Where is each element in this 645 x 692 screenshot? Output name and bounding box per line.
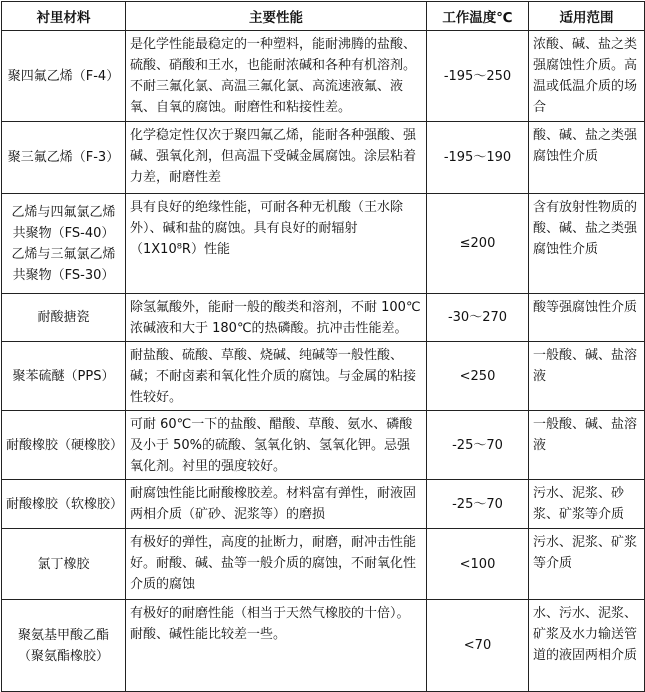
material-name: 聚四氟乙烯（F-4） [7, 68, 120, 84]
temperature-cell: -25～70 [427, 411, 529, 480]
temperature-cell: -195～190 [427, 122, 529, 194]
material-name: 乙烯与三氟氯乙烯 [11, 246, 116, 262]
scope-cell: 酸、碱、盐之类强腐蚀性介质 [529, 122, 645, 194]
table-row [2, 342, 645, 411]
properties-cell: 是化学性能最稳定的一种塑料，能耐沸腾的盐酸、硫酸、硝酸和王水，也能耐浓碱和各种有机溶剂。不耐三氟化氯、高温三氟化氯、高流速液氟、液氧、自氧的腐蚀。耐磨性和粘接性差。 [126, 31, 427, 122]
temperature-cell: -195～250 [427, 31, 529, 122]
material-cell [2, 600, 126, 692]
properties-cell: 除氢氟酸外，能耐一般的酸类和溶剂，不耐 100℃浓碱液和大于 180℃的热磷酸。抗冲击性能差。 [126, 294, 427, 342]
header-temperature: 工作温度℃ [427, 2, 529, 31]
table-row [2, 600, 645, 692]
material-name: 聚苯硫醚（PPS） [12, 368, 115, 384]
scope-cell: 含有放射性物质的酸、碱、盐之类强腐蚀性介质 [529, 194, 645, 294]
material-cell [2, 342, 126, 411]
temperature-cell: <100 [427, 529, 529, 600]
scope-cell: 浓酸、碱、盐之类强腐蚀性介质。高温或低温介质的场合 [529, 31, 645, 122]
scope-cell: 污水、泥浆、砂浆、矿浆等介质 [529, 480, 645, 529]
material-cell [2, 194, 126, 294]
table-row [2, 294, 645, 342]
temperature-cell: ≤200 [427, 194, 529, 294]
material-name: 耐酸橡胶（软橡胶） [6, 496, 124, 512]
header-scope: 适用范围 [529, 2, 645, 31]
material-cell [2, 480, 126, 529]
scope-cell: 水、污水、泥浆、矿浆及水力输送管道的液固两相介质 [529, 600, 645, 692]
material-cell [2, 122, 126, 194]
material-name: 共聚物（FS-30） [12, 267, 115, 283]
table-row [2, 529, 645, 600]
scope-cell: 一般酸、碱、盐溶液 [529, 411, 645, 480]
properties-cell: 可耐 60℃一下的盐酸、醋酸、草酸、氨水、磷酸及小于 50%的硫酸、氢氧化钠、氢氧化钾。忌强氧化剂。衬里的强度较好。 [126, 411, 427, 480]
material-name: （聚氨酯橡胶） [17, 648, 109, 664]
material-name: 共聚物（FS-40） [12, 225, 115, 241]
table-row [2, 194, 645, 294]
material-name: 耐酸搪瓷 [37, 310, 90, 325]
header-properties: 主要性能 [126, 2, 427, 31]
table-row [2, 480, 645, 529]
scope-cell: 污水、泥浆、矿浆等介质 [529, 529, 645, 600]
table-row [2, 122, 645, 194]
material-name: 聚三氟乙烯（F-3） [7, 150, 120, 165]
table-row [2, 411, 645, 480]
scope-cell: 酸等强腐蚀性介质 [529, 294, 645, 342]
lining-materials-table [1, 1, 645, 692]
properties-cell: 化学稳定性仅次于聚四氟乙烯，能耐各种强酸、强碱、强氧化剂，但高温下受碱金属腐蚀。涂层粘着力差，耐磨性差 [126, 122, 427, 194]
material-name: 聚氨基甲酸乙酯 [17, 627, 109, 643]
temperature-cell: <250 [427, 342, 529, 411]
temperature-cell: -30～270 [427, 294, 529, 342]
header-material: 衬里材料 [2, 2, 126, 31]
scope-cell: 一般酸、碱、盐溶液 [529, 342, 645, 411]
properties-cell: 有极好的弹性，高度的扯断力，耐磨，耐冲击性能好。耐酸、碱、盐等一般介质的腐蚀，不耐氧化性介质的腐蚀 [126, 529, 427, 600]
material-cell [2, 529, 126, 600]
properties-cell: 耐盐酸、硫酸、草酸、烧碱、纯碱等一般性酸、碱；不耐卤素和氧化性介质的腐蚀。与金属的粘接性较好。 [126, 342, 427, 411]
material-cell [2, 294, 126, 342]
temperature-cell: <70 [427, 600, 529, 692]
material-name: 乙烯与四氟氯乙烯 [11, 204, 116, 220]
material-cell [2, 411, 126, 480]
material-name: 耐酸橡胶（硬橡胶） [6, 437, 124, 453]
header-row [2, 2, 645, 31]
properties-cell: 有极好的耐磨性能（相当于天然气橡胶的十倍）。耐酸、碱性能比较差一些。 [126, 600, 427, 692]
temperature-cell: -25～70 [427, 480, 529, 529]
material-cell [2, 31, 126, 122]
table-row [2, 31, 645, 122]
properties-cell: 耐腐蚀性能比耐酸橡胶差。材料富有弹性，耐液固两相介质（矿砂、泥浆等）的磨损 [126, 480, 427, 529]
properties-cell: 具有良好的绝缘性能，可耐各种无机酸（王水除外）、碱和盐的腐蚀。具有良好的耐辐射（1X10⁸R）性能 [126, 194, 427, 294]
material-name: 氯丁橡胶 [37, 556, 90, 572]
